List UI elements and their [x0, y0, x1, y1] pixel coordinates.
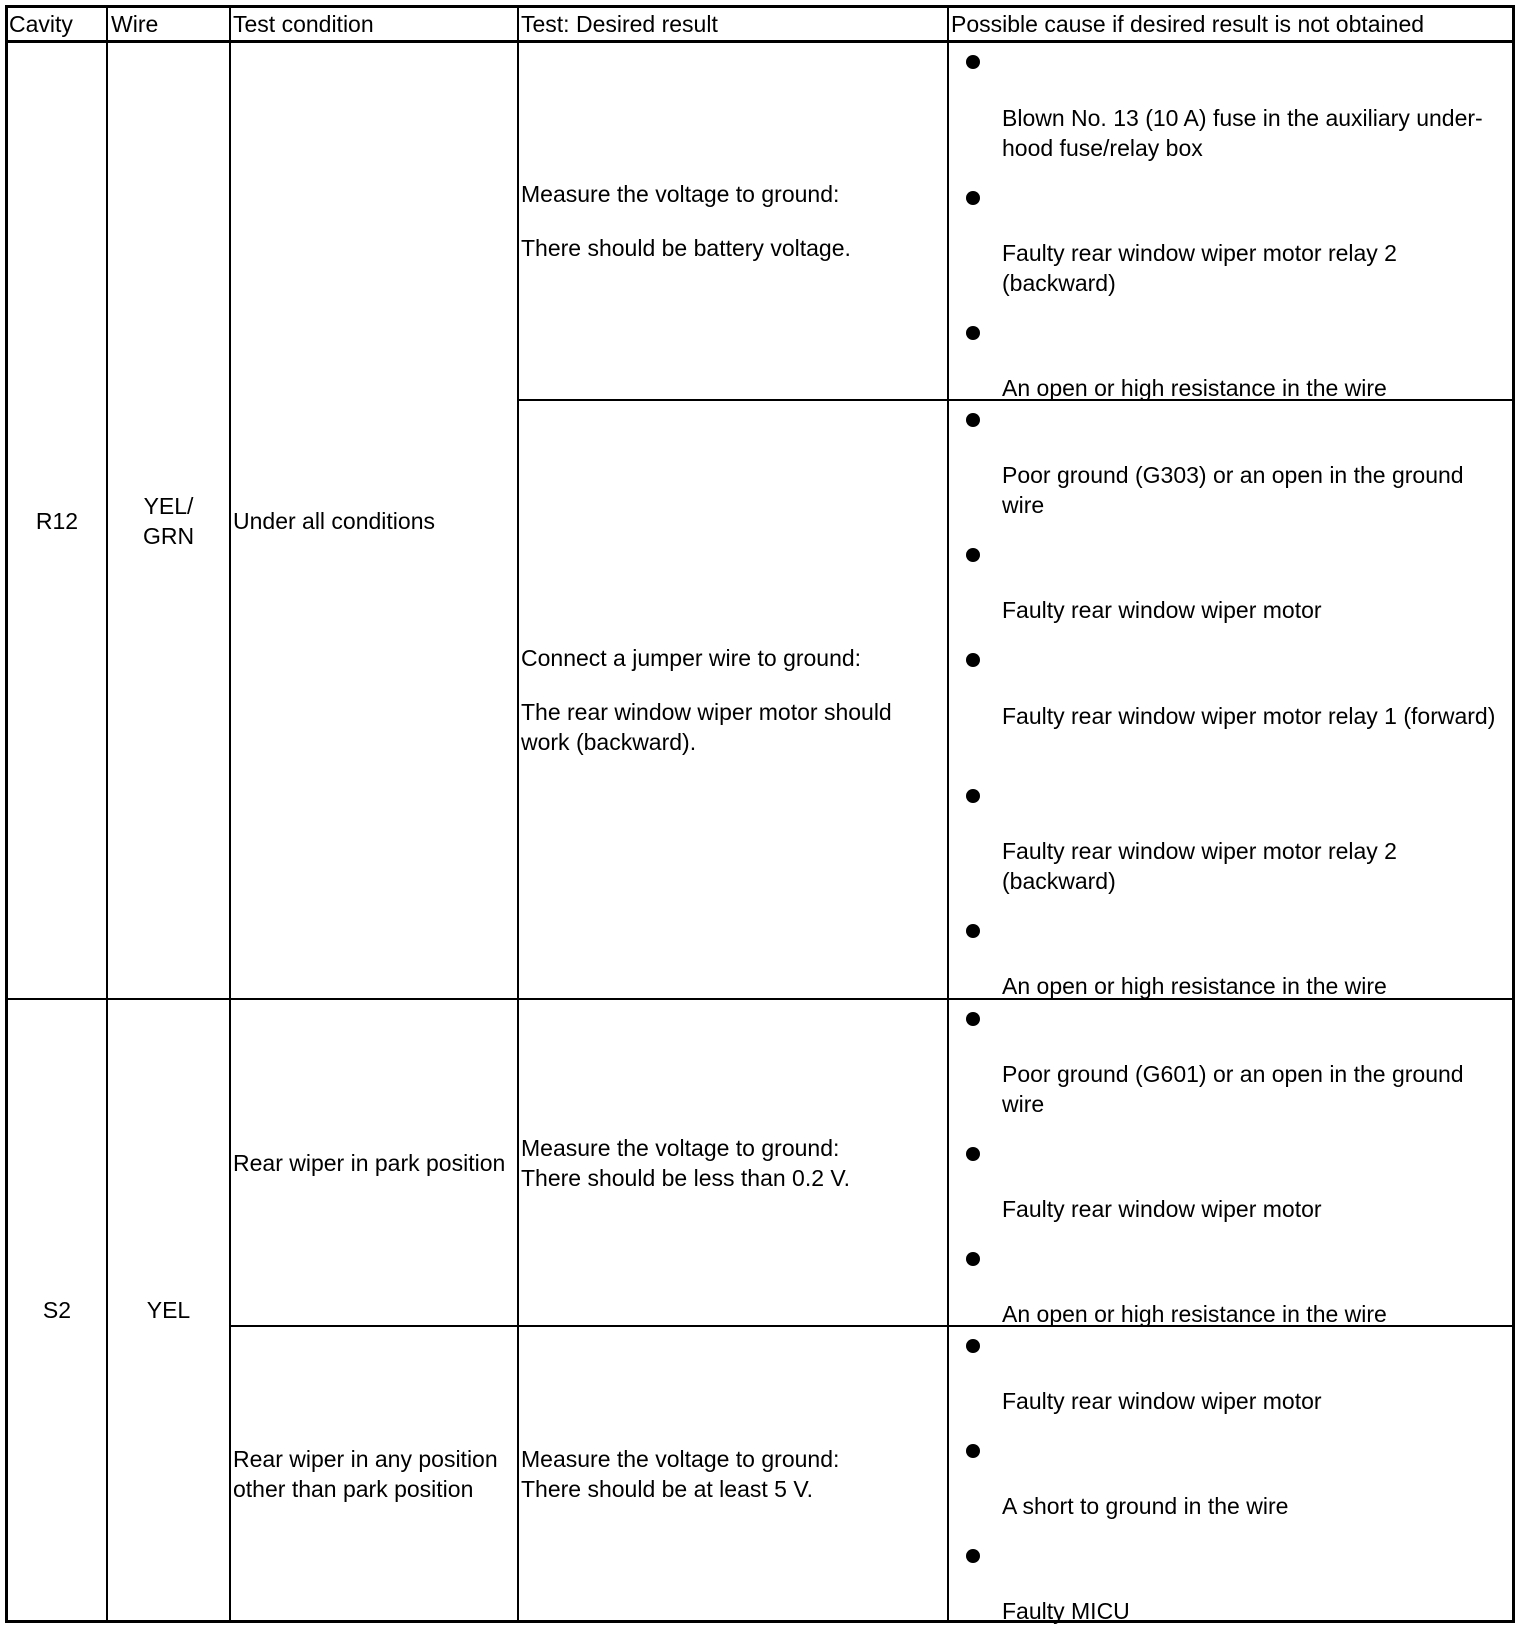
bullet-icon — [966, 1444, 980, 1458]
header-wire: Wire — [111, 11, 159, 37]
condition-text: Rear wiper in any position other than park position — [233, 1445, 498, 1502]
cavity-cell — [8, 43, 106, 998]
col-divider-result — [517, 5, 519, 1623]
cause-item: Faulty MICU — [1002, 1598, 1130, 1624]
table-border-top — [5, 5, 1515, 8]
bullet-icon — [966, 1147, 980, 1161]
bullet-icon — [966, 1012, 980, 1026]
cavity-value: S2 — [42, 1297, 72, 1323]
test-instruction: Measure the voltage to ground: — [521, 1445, 840, 1472]
header-possible-cause: Possible cause if desired result is not obtained — [951, 11, 1425, 37]
condition-cell — [233, 1000, 513, 1325]
wire-value: YEL — [146, 1297, 191, 1323]
cause-item: Faulty rear window wiper motor relay 2 (backward) — [1002, 240, 1397, 296]
wire-value — [143, 491, 194, 551]
cause-item: Faulty rear window wiper motor — [1002, 597, 1322, 623]
header-cavity: Cavity — [9, 11, 73, 37]
bullet-icon — [966, 924, 980, 938]
wire-cell — [108, 1000, 229, 1620]
bullet-icon — [966, 326, 980, 340]
test-instruction: Measure the voltage to ground: — [521, 181, 840, 207]
cause-item: An open or high resistance in the wire — [1002, 973, 1387, 999]
table-border-right — [1512, 5, 1515, 1623]
test-result: There should be less than 0.2 V. — [521, 1164, 851, 1191]
col-divider-cause — [947, 5, 949, 1623]
wire-line: GRN — [142, 522, 195, 549]
cause-item: Faulty rear window wiper motor — [1002, 1196, 1322, 1222]
bullet-icon — [966, 789, 980, 803]
test-instruction: Measure the voltage to ground: — [521, 1134, 840, 1161]
bullet-icon — [966, 1339, 980, 1353]
condition-text: Under all conditions — [233, 507, 436, 534]
cause-item: Poor ground (G601) or an open in the ground wire — [1002, 1061, 1464, 1117]
bullet-icon — [966, 191, 980, 205]
cause-item: Faulty rear window wiper motor — [1002, 1388, 1322, 1414]
cavity-value: R12 — [35, 507, 79, 534]
test-result: There should be battery voltage. — [521, 235, 851, 261]
cavity-cell — [8, 1000, 106, 1620]
header-desired-result: Test: Desired result — [521, 11, 718, 37]
bullet-icon — [966, 413, 980, 427]
test-result: The rear window wiper motor should work (backward). — [521, 698, 892, 755]
wire-cell — [108, 43, 229, 998]
test-instruction: Connect a jumper wire to ground: — [521, 644, 862, 671]
col-divider-condition — [229, 5, 231, 1623]
cause-item: Faulty rear window wiper motor relay 2 (backward) — [1002, 838, 1397, 894]
bullet-icon — [966, 1252, 980, 1266]
cause-item: Faulty rear window wiper motor relay 1 (forward) — [1002, 703, 1496, 729]
bullet-icon — [966, 548, 980, 562]
cause-item: An open or high resistance in the wire — [1002, 1301, 1387, 1327]
result-cell — [521, 1327, 941, 1620]
header-test-condition: Test condition — [233, 11, 374, 37]
cause-item: Blown No. 13 (10 A) fuse in the auxiliary under-hood fuse/relay box — [1002, 105, 1483, 161]
condition-text: Rear wiper in park position — [233, 1149, 506, 1176]
condition-cell — [233, 1327, 513, 1620]
result-cell — [521, 43, 941, 399]
wire-line: YEL/ — [143, 492, 194, 519]
cause-item: Poor ground (G303) or an open in the ground wire — [1002, 462, 1464, 518]
result-cell — [521, 1000, 941, 1325]
result-cell — [521, 401, 941, 998]
bullet-icon — [966, 653, 980, 667]
test-result: There should be at least 5 V. — [521, 1475, 813, 1502]
cause-item: An open or high resistance in the wire — [1002, 375, 1387, 401]
bullet-icon — [966, 1549, 980, 1563]
condition-cell — [233, 43, 513, 998]
bullet-icon — [966, 55, 980, 69]
cause-item: A short to ground in the wire — [1002, 1493, 1289, 1519]
